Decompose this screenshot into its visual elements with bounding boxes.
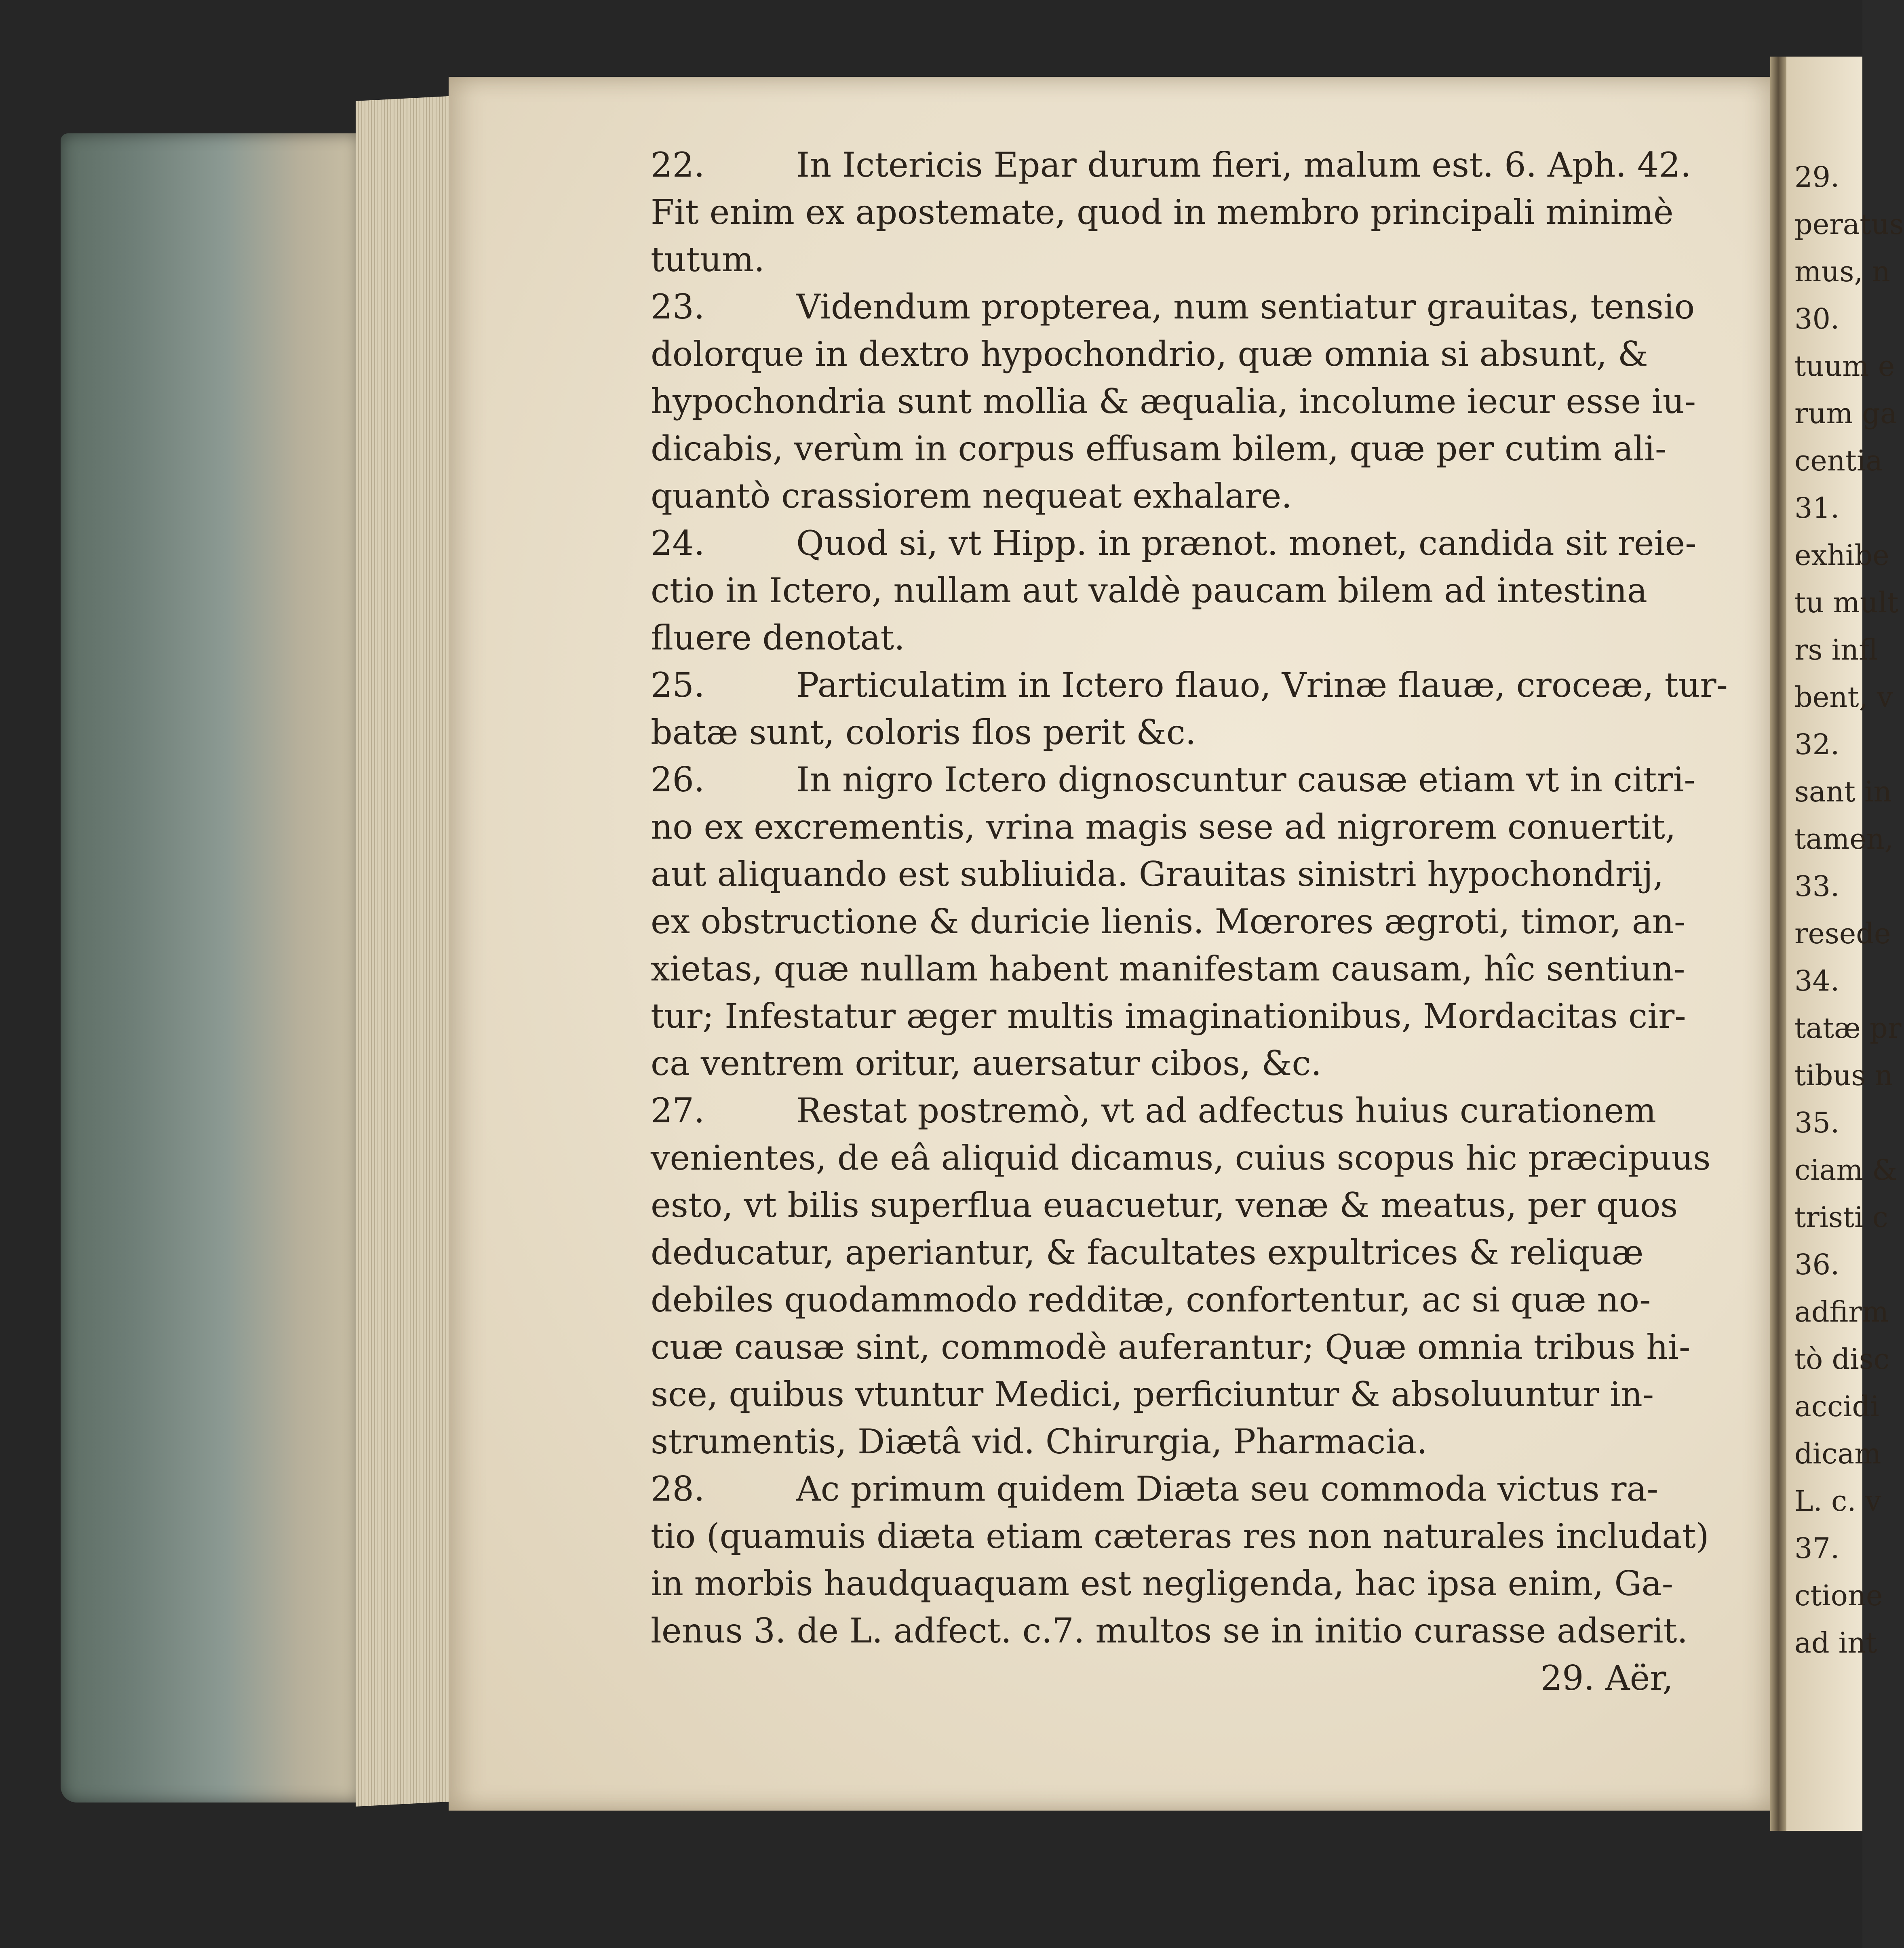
- text-line: [651, 520, 1697, 567]
- paragraph-number: 27.: [651, 1091, 705, 1130]
- right-page-fragment: ctione: [1794, 1579, 1883, 1612]
- text-line: [651, 1560, 1681, 1607]
- text-line: [651, 1229, 1681, 1276]
- text-line: [651, 1371, 1681, 1418]
- right-page-fragment: 34.: [1794, 964, 1840, 997]
- line-text: Restat postremò, vt ad adfectus huius curationem: [796, 1091, 1656, 1130]
- line-text: no ex excrementis, vrina magis sese ad nigrorem conuertit,: [651, 807, 1676, 847]
- line-text: tio (quamuis diæta etiam cæteras res non naturales includat): [651, 1516, 1709, 1556]
- line-text: strumentis, Diætâ vid. Chirurgia, Pharmacia.: [651, 1422, 1427, 1461]
- line-text: quantò crassiorem nequeat exhalare.: [651, 476, 1292, 516]
- text-line: [651, 993, 1686, 1040]
- line-text: ctio in Ictero, nullam aut valdè paucam bilem ad intestina: [651, 571, 1647, 610]
- paragraph-number: 24.: [651, 523, 705, 563]
- text-line: [651, 803, 1681, 851]
- paragraph-number: 26.: [651, 760, 705, 799]
- line-text: tur; Infestatur æger multis imaginationibus, Mordacitas cir-: [651, 996, 1686, 1036]
- text-line: [651, 1607, 1688, 1655]
- right-page-fragment: rum ga: [1794, 397, 1897, 430]
- right-page-fragment: mus, n: [1794, 255, 1890, 288]
- line-text: debiles quodammodo redditæ, confortentur, ac si quæ no-: [651, 1280, 1651, 1320]
- text-line: [651, 898, 1686, 945]
- line-text: Videndum propterea, num sentiatur grauitas, tensio: [796, 287, 1695, 327]
- right-page-fragment: 31.: [1794, 491, 1840, 525]
- text-line: [651, 1087, 1681, 1134]
- right-page-fragment: resede: [1794, 917, 1891, 950]
- right-page-fragment: 33.: [1794, 870, 1840, 903]
- paragraph-number: 23.: [651, 287, 705, 327]
- text-line: [651, 1182, 1681, 1229]
- text-line: [651, 1134, 1711, 1182]
- line-text: ca ventrem oritur, auersatur cibos, &c.: [651, 1044, 1322, 1083]
- right-page-text: [1794, 154, 1904, 1667]
- line-text: Fit enim ex apostemate, quod in membro principali minimè: [651, 192, 1674, 232]
- line-text: In nigro Ictero dignoscuntur causæ etiam vt in citri-: [796, 760, 1695, 799]
- text-line: [651, 141, 1691, 189]
- line-text: lenus 3. de L. adfect. c.7. multos se in initio curasse adserit.: [651, 1611, 1688, 1651]
- line-text: dolorque in dextro hypochondrio, quæ omnia si absunt, &: [651, 334, 1648, 374]
- line-text: in morbis haudquaquam est negligenda, hac ipsa enim, Ga-: [651, 1564, 1673, 1603]
- line-text: tutum.: [651, 240, 765, 279]
- line-text: dicabis, verùm in corpus effusam bilem, quæ per cutim ali-: [651, 429, 1667, 468]
- line-text: deducatur, aperiantur, & facultates expultrices & reliquæ: [651, 1233, 1644, 1272]
- text-line: [651, 189, 1681, 236]
- line-text: batæ sunt, coloris flos perit &c.: [651, 713, 1196, 752]
- text-line: [651, 1040, 1681, 1087]
- paragraph-number: 25.: [651, 665, 705, 705]
- text-line: [651, 1418, 1681, 1465]
- paragraph-number: 28.: [651, 1469, 705, 1509]
- right-page-fragment: adfirm: [1794, 1295, 1889, 1328]
- line-text: fluere denotat.: [651, 618, 905, 658]
- right-page-fragment: accidi: [1794, 1390, 1879, 1423]
- text-line: [651, 614, 1681, 662]
- right-page-fragment: peratus: [1794, 208, 1904, 241]
- text-line: [651, 283, 1695, 331]
- text-line: [651, 236, 1681, 283]
- catchword: 29. Aër,: [1540, 1658, 1673, 1698]
- right-page-fragment: bent, v: [1794, 681, 1893, 714]
- right-page-fragment: 29.: [1794, 160, 1840, 194]
- line-text: cuæ causæ sint, commodè auferantur; Quæ omnia tribus hi-: [651, 1327, 1691, 1367]
- right-page-fragment: tristi c: [1794, 1201, 1888, 1234]
- right-page-fragment: tatæ pr: [1794, 1012, 1902, 1045]
- line-text: esto, vt bilis superflua euacuetur, venæ & meatus, per quos: [651, 1185, 1678, 1225]
- text-line: [651, 472, 1681, 520]
- right-page-fragment: 36.: [1794, 1248, 1840, 1281]
- text-line: [651, 567, 1681, 614]
- text-line: [651, 945, 1685, 993]
- line-text: In Ictericis Epar durum fieri, malum est. 6. Aph. 42.: [796, 145, 1691, 185]
- line-text: hypochondria sunt mollia & æqualia, incolume iecur esse iu-: [651, 382, 1696, 421]
- right-page-fragment: dicam: [1794, 1437, 1881, 1470]
- line-text: Particulatim in Ictero flauo, Vrinæ flauæ, croceæ, tur-: [796, 665, 1728, 705]
- right-page-fragment: sant in: [1794, 775, 1892, 808]
- right-page-fragment: 30.: [1794, 302, 1840, 335]
- right-page-fragment: tamen,: [1794, 822, 1893, 856]
- right-page-fragment: centia: [1794, 444, 1883, 477]
- right-page-fragment: 37.: [1794, 1532, 1840, 1565]
- line-text: ex obstructione & duricie lienis. Mœrores ægroti, timor, an-: [651, 902, 1686, 941]
- line-text: xietas, quæ nullam habent manifestam causam, hîc sentiun-: [651, 949, 1685, 989]
- right-page-fragment: exhibe: [1794, 539, 1889, 572]
- text-line: [651, 851, 1681, 898]
- line-text: aut aliquando est subliuida. Grauitas sinistri hypochondrij,: [651, 854, 1664, 894]
- line-text: sce, quibus vtuntur Medici, perficiuntur & absoluuntur in-: [651, 1375, 1654, 1414]
- right-page-fragment: tu mult: [1794, 586, 1899, 619]
- right-page-fragment: tuum e: [1794, 350, 1895, 383]
- text-line: [651, 1324, 1691, 1371]
- right-page-fragment: 35.: [1794, 1106, 1840, 1139]
- text-line: [651, 331, 1681, 378]
- right-page-fragment: ad int: [1794, 1626, 1877, 1659]
- text-line: [651, 378, 1696, 425]
- line-text: Quod si, vt Hipp. in prænot. monet, candida sit reie-: [796, 523, 1697, 563]
- line-text: Ac primum quidem Diæta seu commoda victus ra-: [796, 1469, 1658, 1509]
- right-page-fragment: L. c. v: [1794, 1484, 1881, 1518]
- text-line: [651, 709, 1681, 756]
- text-line: [651, 662, 1728, 709]
- text-line: [651, 1513, 1709, 1560]
- book-gutter: [1770, 57, 1786, 1831]
- line-text: venientes, de eâ aliquid dicamus, cuius scopus hic præcipuus: [651, 1138, 1711, 1178]
- text-line: [651, 425, 1681, 472]
- right-page-fragment: tò disc: [1794, 1343, 1889, 1376]
- book-fore-edge: [61, 133, 360, 1803]
- main-text-block: [651, 141, 1728, 1702]
- right-page-fragment: 32.: [1794, 728, 1840, 761]
- paragraph-number: 22.: [651, 145, 705, 185]
- right-page-fragment: tibus n: [1794, 1059, 1893, 1092]
- text-line: [651, 756, 1695, 803]
- right-page-fragment: rs infl: [1794, 633, 1878, 666]
- text-line: [651, 1276, 1681, 1324]
- right-page-fragment: ciam &: [1794, 1153, 1898, 1187]
- text-line: [651, 1465, 1681, 1513]
